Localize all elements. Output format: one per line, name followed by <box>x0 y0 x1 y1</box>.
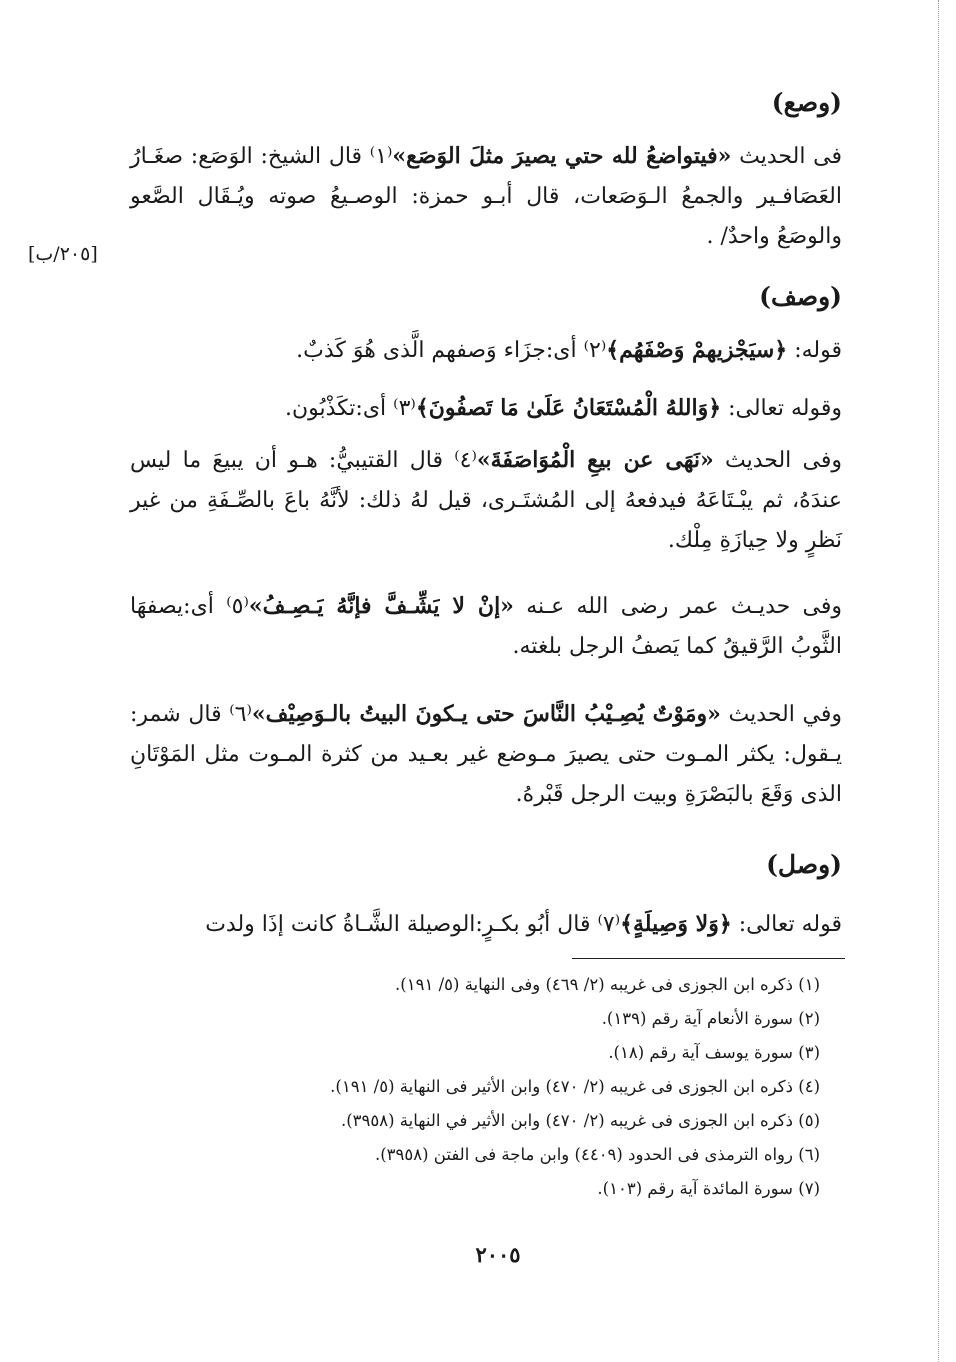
footnote-item: (٥) ذكره ابن الجوزى فى غريبه (٢/ ٤٧٠) وابن الأثير في النهاية (٣٩٥٨). <box>340 1111 820 1130</box>
paragraph-wasf-umar <box>130 586 842 667</box>
footnote-item: (١) ذكره ابن الجوزى فى غريبه (٢/ ٤٦٩) وفى النهاية (٥/ ١٩١). <box>395 975 820 994</box>
paragraph-body: ⁽١⁾ قال الشيخ: الوَصَع: صغَـارُ العَصَافـير والجمعُ الـوَصَعات، قال أبـو حمزة: الوصـيعُ صوته ويُـقَال الصَّعو والوصَعُ واحدٌ/ . <box>130 144 842 249</box>
footnote-item: (٧) سورة المائدة آية رقم (١٠٣). <box>597 1179 820 1198</box>
paragraph-intro: وفى الحديث <box>713 448 842 473</box>
hadith-quote: «إنْ لا يَشِّـفَّ فإنَّهُ يَـصِـفُ» <box>248 593 514 619</box>
paragraph-body: ⁽٦⁾ قال شمر: يـقول: يكثر المـوت حتى يصيرَ مـوضع غير بعـيد من كثرة المـوت مثل المَوْتَانِ الذى وَقَعَ بالبَصْرَةِ وبيت الرجل قَبْرهُ. <box>130 702 842 807</box>
footnote-item: (٦) رواه الترمذى فى الحدود (٤٤٠٩) وابن ماجة فى الفتن (٣٩٥٨). <box>374 1145 820 1164</box>
paragraph-wasl-wasila <box>130 904 842 945</box>
paragraph-intro: فى الحديث <box>731 144 842 169</box>
quran-quote: ﴿سيَجْزيهمْ وَصْفَهُم﴾ <box>606 337 788 363</box>
footnote-item: (٤) ذكره ابن الجوزى فى غريبه (٢/ ٤٧٠) وابن الأثير فى النهاية (٥/ ١٩١). <box>330 1077 820 1096</box>
section-heading-wasf: (وصف) <box>759 282 842 311</box>
paragraph-body: ⁽٢⁾ أى:جزَاء وَصفهم الَّذى هُوَ كَذبٌ. <box>296 338 607 363</box>
margin-folio-note: [٢٠٥/ب] <box>28 243 98 265</box>
paragraph-wasf-wasif <box>130 694 842 815</box>
paragraph-wasf-verse-1 <box>130 330 842 371</box>
paragraph-intro: وقوله تعالى: <box>721 396 842 421</box>
paragraph-intro: وفى حديـث عمر رضى الله عـنه <box>513 594 842 619</box>
section-heading-wasl: (وصل) <box>766 850 842 879</box>
hadith-quote: «فيتواضعُ لله حتي يصيرَ مثلَ الوَصَع» <box>392 143 732 169</box>
quran-quote: ﴿وَاللهُ الْمُسْتَعَانُ عَلَىٰ مَا تَصفُونَ﴾ <box>415 395 722 421</box>
paragraph-wasa-hadith <box>130 136 842 257</box>
paragraph-wasf-verse-2 <box>130 388 842 429</box>
paragraph-intro: قوله تعالى: <box>731 912 842 937</box>
page-number: ٢٠٠٥ <box>475 1242 521 1267</box>
footnotes-list <box>200 968 820 1206</box>
paragraph-body: ⁽٣⁾ أى:تكَذْبُون. <box>284 396 416 421</box>
paragraph-intro: قوله: <box>787 338 842 363</box>
margin-dotted-line <box>938 0 939 1362</box>
hadith-quote: «ومَوْتٌ يُصِـيْبُ النَّاسَ حتى يـكونَ البيتُ بالـوَصِيْف» <box>251 701 721 727</box>
paragraph-intro: وفي الحديث <box>720 702 842 727</box>
hadith-quote: «نَهَى عن بيعِ الْمُوَاصَفَةَ» <box>476 447 714 473</box>
paragraph-body: ⁽٧⁾ قال أبُو بكـرٍ:الوصيلة الشَّـاةُ كانت إذَا ولدت <box>205 912 621 937</box>
footnote-separator <box>572 958 845 959</box>
paragraph-wasf-muwasafa <box>130 440 842 561</box>
footnote-item: (٢) سورة الأنعام آية رقم (١٣٩). <box>601 1009 820 1028</box>
section-heading-wasa: (وصع) <box>771 88 842 117</box>
paragraph-body: ⁽٤⁾ قال القتيبيُّ: هـو أن يبيعَ ما ليس عندَهُ، ثم يبْـتَاعَهُ فيدفعهُ إلى المُشتَـرى، قيل لهُ ذلك: لأنَّهُ باعَ بالصِّـفَةِ من غير نَظرٍ ولا حِيازَةِ مِلْك. <box>130 448 842 553</box>
footnote-item: (٣) سورة يوسف آية رقم (١٨). <box>608 1043 820 1062</box>
quran-quote: ﴿وَلا وَصِيلَةٍ﴾ <box>620 911 732 937</box>
paragraph-body: ⁽٥⁾ أى:يصفهَا الثَّوبُ الرَّقيقُ كما يَصفُ الرجل بلغته. <box>130 594 842 659</box>
